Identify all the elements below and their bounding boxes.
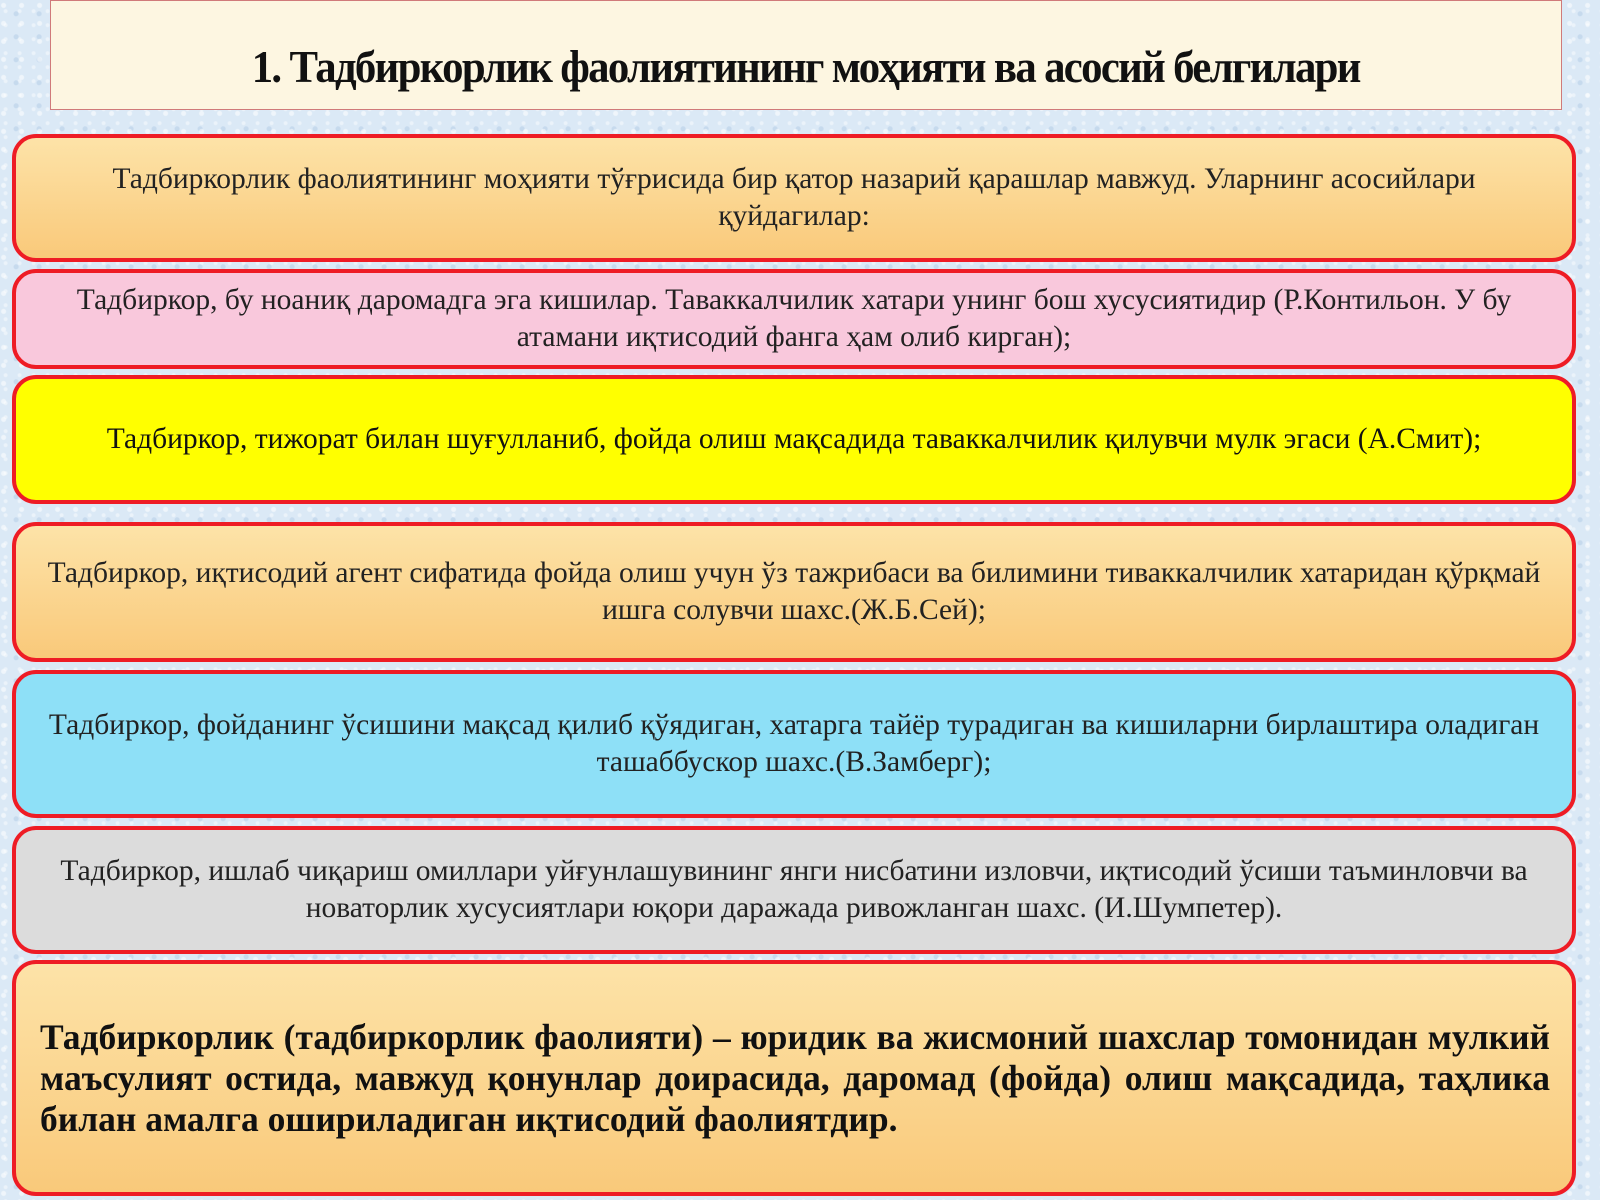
say-block	[12, 522, 1576, 662]
definition-text: Тадбиркорлик (тадбиркорлик фаолияти) – юридик ва жисмоний шахслар томонидан мулкий маъсулият остида, мавжуд қонунлар доирасида, даромад (фойда) олиш мақсадида, таҳлика билан амалга ошириладиган иқтисодий фаолиятдир.	[40, 1016, 1550, 1139]
cantillon-block	[12, 269, 1576, 369]
zamberg-text: Тадбиркор, фойданинг ўсишини мақсад қилиб қўядиган, хатарга тайёр турадиган ва кишиларни бирлаштира оладиган ташаббускор шахс.(В.Замберг);	[48, 709, 1540, 778]
schumpeter-block	[12, 826, 1576, 954]
schumpeter-text: Тадбиркор, ишлаб чиқариш омиллари уйғунлашувининг янги нисбатини изловчи, иқтисодий ўсиши таъминловчи ва новаторлик хусусиятлари юқори даражада ривожланган шахс. (И.Шумпетер).	[60, 855, 1528, 924]
definition-block	[12, 960, 1576, 1196]
cantillon-text: Тадбиркор, бу ноаниқ даромадга эга кишилар. Таваккалчилик хатари унинг бош хусусиятидир (Р.Контильон. У бу атамани иқтисодий фанга ҳам олиб кирган);	[76, 284, 1512, 353]
intro-block	[12, 134, 1576, 262]
say-text: Тадбиркор, иқтисодий агент сифатида фойда олиш учун ўз тажрибаси ва билимини тиваккалчилик хатаридан қўрқмай ишга солувчи шахс.(Ж.Б.Сей);	[47, 557, 1541, 626]
title-banner	[50, 0, 1562, 110]
page-title: 1. Тадбиркорлик фаолиятининг моҳияти ва асосий белгилари	[251, 40, 1361, 92]
smith-text: Тадбиркор, тижорат билан шуғулланиб, фойда олиш мақсадида таваккалчилик қилувчи мулк эгаси (А.Смит);	[106, 423, 1482, 455]
zamberg-block	[12, 670, 1576, 818]
smith-block	[12, 375, 1576, 504]
intro-text: Тадбиркорлик фаолиятининг моҳияти тўғрисида бир қатор назарий қарашлар мавжуд. Уларнинг асосийлари қуйдагилар:	[112, 163, 1476, 232]
